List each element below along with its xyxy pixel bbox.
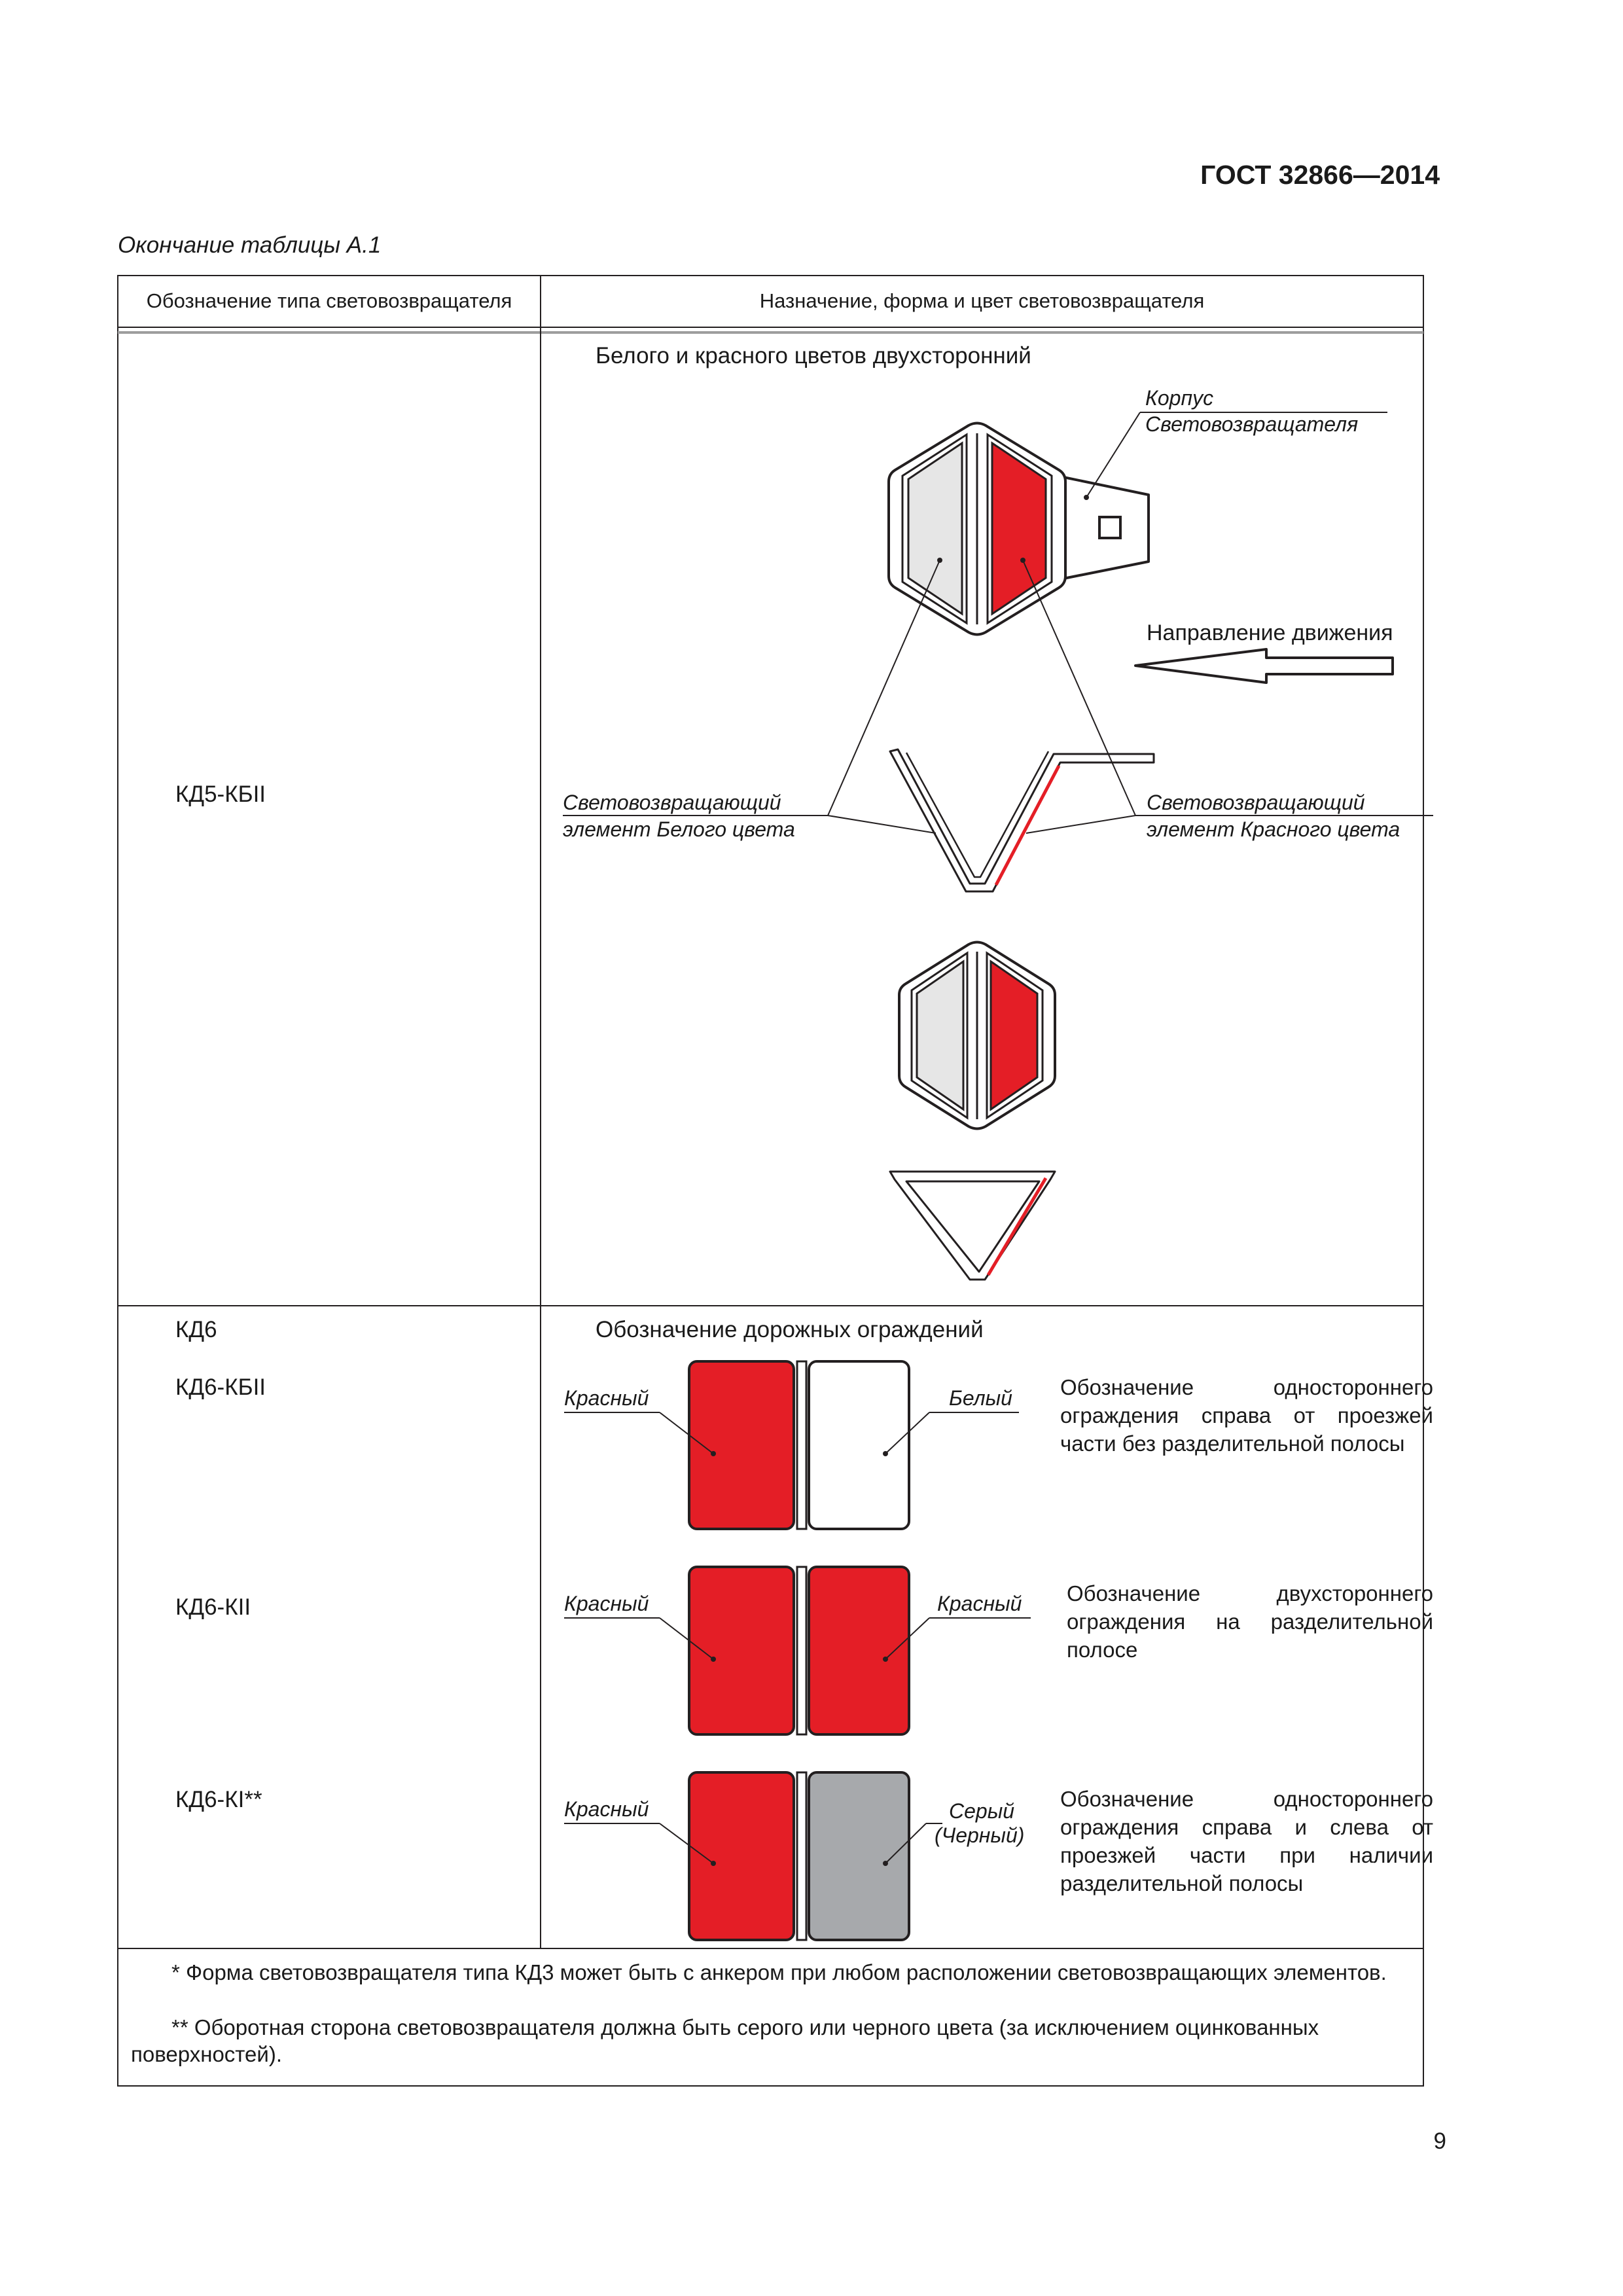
direction-label: Направление движения	[1147, 620, 1393, 645]
kd6-row-right-label-line2: (Черный)	[935, 1823, 1025, 1847]
kd6-row-right-label: Серый	[949, 1799, 1015, 1823]
kd5-front-view	[899, 942, 1055, 1129]
standard-number: ГОСТ 32866—2014	[1200, 160, 1440, 190]
kd6-type-label: КД6	[175, 1317, 217, 1342]
footnote: ** Оборотная сторона световозвращателя должна быть серого или черного цвета (за исключением оцинкованных поверхностей).	[131, 2015, 1319, 2066]
kd5-type-label: КД5-КБII	[175, 781, 266, 807]
kd6-row-type-label: КД6-КII	[175, 1594, 251, 1620]
page-number: 9	[1433, 2128, 1446, 2154]
kd6-row-right-label: Белый	[949, 1386, 1012, 1410]
red-element-label-line1: Световозвращающий	[1147, 791, 1365, 814]
footnote: * Форма световозвращателя типа КД3 может быть с анкером при любом расположении световозвращающих элементов.	[171, 1960, 1387, 1984]
white-element-label-line1: Световозвращающий	[563, 791, 781, 814]
kd6-row-left-label: Красный	[564, 1797, 649, 1821]
kd5-v-profile	[890, 749, 1154, 891]
kd6-row-type-label: КД6-КI**	[175, 1787, 262, 1812]
kd6-row-description: Обозначение двухстороннего ограждения на разделительной полосе	[1067, 1581, 1433, 1662]
red-element-label-line2: элемент Красного цвета	[1147, 817, 1400, 841]
kd6-row-left-label: Красный	[564, 1592, 649, 1615]
kd6-row-type-label: КД6-КБII	[175, 1374, 266, 1400]
kd5-hexagon-drawing	[889, 423, 1149, 635]
kd5-triangle-view	[890, 1172, 1055, 1280]
kd6-title: Обозначение дорожных ограждений	[596, 1317, 984, 1342]
body-label-line1: Корпус	[1145, 386, 1214, 410]
direction-arrow	[1135, 649, 1393, 683]
body-label-line2: Световозвращателя	[1145, 412, 1359, 436]
kd6-row-right-label: Красный	[937, 1592, 1022, 1615]
kd6-row-description: Обозначение одностороннего ограждения справа от проезжей части без разделительной полосы	[1060, 1375, 1433, 1456]
kd6-row-left-label: Красный	[564, 1386, 649, 1410]
kd5-title: Белого и красного цветов двухсторонний	[596, 343, 1031, 368]
col2-header: Назначение, форма и цвет световозвращателя	[759, 289, 1205, 312]
kd6-row-description: Обозначение одностороннего ограждения справа и слева от проезжей части при наличии разделительной полосы	[1060, 1787, 1433, 1895]
white-element-label-line2: элемент Белого цвета	[563, 817, 795, 841]
col1-header: Обозначение типа световозвращателя	[146, 289, 512, 312]
table-caption: Окончание таблицы А.1	[118, 232, 382, 258]
